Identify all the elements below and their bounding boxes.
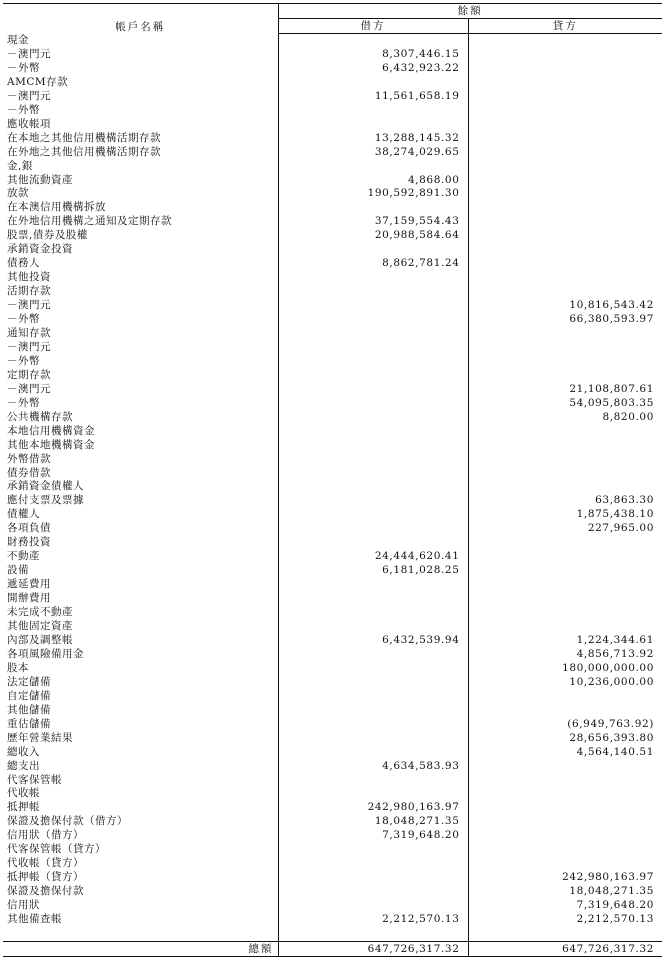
credit-amount xyxy=(468,536,662,550)
debit-amount: 38,274,029.65 xyxy=(278,146,468,160)
debit-amount xyxy=(278,243,468,257)
table-row xyxy=(3,774,662,788)
account-name: 各項負債 xyxy=(3,522,278,536)
credit-amount xyxy=(468,857,662,871)
table-row xyxy=(3,871,662,885)
table-row xyxy=(3,843,662,857)
credit-amount xyxy=(468,341,662,355)
credit-amount xyxy=(468,801,662,815)
credit-amount: 242,980,163.97 xyxy=(562,871,654,884)
account-name: －外幣 xyxy=(3,62,278,76)
table-row xyxy=(3,34,662,48)
debit-amount xyxy=(278,704,468,718)
credit-amount xyxy=(468,34,662,48)
table-row xyxy=(3,899,662,913)
debit-amount: 7,319,648.20 xyxy=(278,829,468,843)
debit-amount xyxy=(278,160,468,174)
table-row xyxy=(3,62,662,76)
credit-amount xyxy=(468,564,662,578)
debit-amount xyxy=(278,313,468,327)
table-row xyxy=(3,787,662,801)
debit-amount xyxy=(278,425,468,439)
credit-amount: 180,000,000.00 xyxy=(562,661,654,674)
account-name: 法定儲備 xyxy=(3,676,278,690)
table-row xyxy=(3,160,662,174)
credit-amount xyxy=(468,369,662,383)
account-name: 應付支票及票據 xyxy=(3,494,278,508)
account-name: 保證及擔保付款 xyxy=(3,885,278,899)
table-row xyxy=(3,90,662,104)
credit-amount: 18,048,271.35 xyxy=(569,885,654,898)
table-row xyxy=(3,801,662,815)
account-name: －澳門元 xyxy=(3,90,278,104)
credit-amount xyxy=(468,480,662,494)
debit-amount: 4,868.00 xyxy=(278,174,468,188)
credit-amount xyxy=(468,76,662,90)
account-name: 其他備查帳 xyxy=(3,913,278,927)
account-name: 抵押帳（貸方） xyxy=(3,871,278,885)
debit-amount xyxy=(278,927,468,941)
debit-amount: 37,159,554.43 xyxy=(278,215,468,229)
account-name: 內部及調整帳 xyxy=(3,634,278,648)
credit-amount: 1,875,438.10 xyxy=(576,508,654,521)
debit-amount: 13,288,145.32 xyxy=(278,132,468,146)
account-name: 抵押帳 xyxy=(3,801,278,815)
credit-amount xyxy=(468,927,662,941)
credit-amount xyxy=(468,787,662,801)
table-row xyxy=(3,132,662,146)
credit-amount xyxy=(468,201,662,215)
account-name: －外幣 xyxy=(3,397,278,411)
credit-amount: 4,564,140.51 xyxy=(576,745,654,758)
credit-header: 貸方 xyxy=(468,19,662,34)
debit-amount xyxy=(278,285,468,299)
table-row xyxy=(3,522,662,536)
table-row xyxy=(3,453,662,467)
debit-amount xyxy=(278,648,468,662)
account-name xyxy=(3,927,278,941)
table-row xyxy=(3,578,662,592)
table-row xyxy=(3,327,662,341)
credit-amount: 7,319,648.20 xyxy=(576,899,654,912)
table-row xyxy=(3,662,662,676)
table-row xyxy=(3,857,662,871)
debit-amount xyxy=(278,774,468,788)
account-name: 承銷資金債權人 xyxy=(3,480,278,494)
credit-amount: 28,656,393.80 xyxy=(569,731,654,744)
table-row xyxy=(3,704,662,718)
table-row xyxy=(3,383,662,397)
debit-amount xyxy=(278,355,468,369)
debit-amount xyxy=(278,118,468,132)
account-name: 總支出 xyxy=(3,760,278,774)
debit-amount: 8,862,781.24 xyxy=(278,257,468,271)
credit-amount xyxy=(468,215,662,229)
account-name: 各項風險備用金 xyxy=(3,648,278,662)
account-name: 總收入 xyxy=(3,746,278,760)
debit-amount xyxy=(278,439,468,453)
table-row xyxy=(3,746,662,760)
account-name: 放款 xyxy=(3,187,278,201)
account-name: 在外地之其他信用機構活期存款 xyxy=(3,146,278,160)
table-row xyxy=(3,411,662,425)
debit-amount xyxy=(278,620,468,634)
account-name: －外幣 xyxy=(3,313,278,327)
debit-amount xyxy=(278,397,468,411)
credit-amount: (6,949,763.92) xyxy=(567,717,654,730)
table-row xyxy=(3,439,662,453)
debit-amount xyxy=(278,369,468,383)
table-row xyxy=(3,634,662,648)
credit-amount xyxy=(468,355,662,369)
debit-amount xyxy=(278,746,468,760)
account-name: 公共機構存款 xyxy=(3,411,278,425)
debit-header: 借方 xyxy=(278,19,468,34)
table-row xyxy=(3,313,662,327)
credit-amount xyxy=(468,243,662,257)
table-row xyxy=(3,355,662,369)
credit-amount xyxy=(468,439,662,453)
credit-amount xyxy=(468,62,662,76)
credit-amount: 1,224,344.61 xyxy=(576,633,654,646)
debit-amount xyxy=(278,508,468,522)
credit-amount xyxy=(468,229,662,243)
credit-amount xyxy=(468,425,662,439)
credit-amount xyxy=(468,187,662,201)
table-row xyxy=(3,536,662,550)
debit-amount: 11,561,658.19 xyxy=(278,90,468,104)
account-name: －外幣 xyxy=(3,355,278,369)
total-label: 總額 xyxy=(3,941,278,956)
table-row xyxy=(3,885,662,899)
debit-amount: 18,048,271.35 xyxy=(278,815,468,829)
table-row xyxy=(3,271,662,285)
account-name: 保證及擔保付款（借方） xyxy=(3,815,278,829)
table-row xyxy=(3,606,662,620)
credit-amount xyxy=(468,160,662,174)
debit-amount xyxy=(278,104,468,118)
debit-amount xyxy=(278,690,468,704)
table-row xyxy=(3,201,662,215)
account-name: －外幣 xyxy=(3,104,278,118)
account-name: 活期存款 xyxy=(3,285,278,299)
debit-amount: 6,432,923.22 xyxy=(278,62,468,76)
debit-amount xyxy=(278,271,468,285)
debit-amount xyxy=(278,411,468,425)
account-name: 現金 xyxy=(3,34,278,48)
account-name: 代收帳（貸方） xyxy=(3,857,278,871)
ledger-table xyxy=(3,3,662,957)
account-name: 通知存款 xyxy=(3,327,278,341)
credit-amount xyxy=(468,760,662,774)
debit-amount xyxy=(278,592,468,606)
debit-amount xyxy=(278,899,468,913)
credit-amount: 8,820.00 xyxy=(602,410,654,423)
account-name: AMCM存款 xyxy=(3,76,278,90)
account-name: 債權人 xyxy=(3,508,278,522)
account-name: 代收帳 xyxy=(3,787,278,801)
table-row xyxy=(3,299,662,313)
debit-amount xyxy=(278,494,468,508)
debit-amount xyxy=(278,480,468,494)
credit-amount xyxy=(468,467,662,481)
debit-amount xyxy=(278,34,468,48)
debit-amount: 190,592,891.30 xyxy=(278,187,468,201)
account-name: 其他投資 xyxy=(3,271,278,285)
debit-amount xyxy=(278,341,468,355)
debit-amount xyxy=(278,787,468,801)
account-name: 財務投資 xyxy=(3,536,278,550)
credit-amount xyxy=(468,592,662,606)
credit-amount xyxy=(468,257,662,271)
credit-amount xyxy=(468,146,662,160)
account-name: 其他流動資產 xyxy=(3,174,278,188)
account-name: 外幣借款 xyxy=(3,453,278,467)
debit-amount xyxy=(278,718,468,732)
table-row xyxy=(3,494,662,508)
account-name: 不動產 xyxy=(3,550,278,564)
credit-amount: 2,212,570.13 xyxy=(576,913,654,926)
table-row xyxy=(3,676,662,690)
debit-amount xyxy=(278,578,468,592)
table-row xyxy=(3,592,662,606)
debit-amount xyxy=(278,383,468,397)
account-name: 遞延費用 xyxy=(3,578,278,592)
table-row xyxy=(3,369,662,383)
credit-amount xyxy=(468,132,662,146)
debit-amount xyxy=(278,467,468,481)
credit-amount xyxy=(468,843,662,857)
credit-amount xyxy=(468,578,662,592)
account-name: －澳門元 xyxy=(3,48,278,62)
credit-amount xyxy=(468,690,662,704)
credit-amount: 54,095,803.35 xyxy=(569,396,654,409)
credit-amount xyxy=(468,815,662,829)
debit-amount: 6,432,539.94 xyxy=(278,634,468,648)
table-row xyxy=(3,341,662,355)
total-debit: 647,726,317.32 xyxy=(278,941,468,956)
table-row xyxy=(3,550,662,564)
credit-amount xyxy=(468,285,662,299)
table-row xyxy=(3,229,662,243)
balance-header: 餘額 xyxy=(278,4,662,19)
account-name: 承銷資金投資 xyxy=(3,243,278,257)
credit-amount xyxy=(468,118,662,132)
debit-amount: 2,212,570.13 xyxy=(278,913,468,927)
debit-amount: 20,988,584.64 xyxy=(278,229,468,243)
credit-amount xyxy=(468,453,662,467)
account-name: 未完成不動產 xyxy=(3,606,278,620)
account-name: 股本 xyxy=(3,662,278,676)
account-name: 在本地之其他信用機構活期存款 xyxy=(3,132,278,146)
credit-amount: 4,856,713.92 xyxy=(576,647,654,660)
table-row xyxy=(3,104,662,118)
table-row xyxy=(3,564,662,578)
account-name: 金,銀 xyxy=(3,160,278,174)
account-name: 定期存款 xyxy=(3,369,278,383)
table-row xyxy=(3,187,662,201)
credit-amount: 21,108,807.61 xyxy=(569,382,654,395)
table-row xyxy=(3,648,662,662)
account-name: 代客保管帳 xyxy=(3,774,278,788)
table-row xyxy=(3,76,662,90)
credit-amount xyxy=(468,606,662,620)
table-row xyxy=(3,760,662,774)
debit-amount xyxy=(278,536,468,550)
credit-amount: 63,863.30 xyxy=(595,494,654,507)
credit-amount xyxy=(468,271,662,285)
table-row xyxy=(3,829,662,843)
account-name: 其他本地機構資金 xyxy=(3,439,278,453)
debit-amount xyxy=(278,522,468,536)
account-name: 債券借款 xyxy=(3,467,278,481)
account-name: 債務人 xyxy=(3,257,278,271)
table-row xyxy=(3,285,662,299)
account-name: 信用狀（借方） xyxy=(3,829,278,843)
account-name: 代客保管帳（貸方） xyxy=(3,843,278,857)
credit-amount: 227,965.00 xyxy=(587,522,654,535)
table-row xyxy=(3,480,662,494)
account-name: －澳門元 xyxy=(3,341,278,355)
account-name: 歷年營業結果 xyxy=(3,732,278,746)
credit-amount xyxy=(468,774,662,788)
table-row xyxy=(3,620,662,634)
table-row xyxy=(3,913,662,927)
credit-amount xyxy=(468,829,662,843)
credit-amount xyxy=(468,550,662,564)
table-row xyxy=(3,815,662,829)
credit-amount xyxy=(468,174,662,188)
account-name: －澳門元 xyxy=(3,383,278,397)
credit-amount: 10,236,000.00 xyxy=(569,675,654,688)
debit-amount: 4,634,583.93 xyxy=(278,760,468,774)
table-row xyxy=(3,243,662,257)
table-row xyxy=(3,146,662,160)
account-name: 其他儲備 xyxy=(3,704,278,718)
credit-amount xyxy=(468,48,662,62)
credit-amount xyxy=(468,90,662,104)
table-row xyxy=(3,690,662,704)
credit-amount xyxy=(468,620,662,634)
debit-amount: 6,181,028.25 xyxy=(278,564,468,578)
debit-amount xyxy=(278,327,468,341)
debit-amount xyxy=(278,662,468,676)
debit-amount xyxy=(278,453,468,467)
debit-amount: 8,307,446.15 xyxy=(278,48,468,62)
debit-amount xyxy=(278,871,468,885)
credit-amount: 66,380,593.97 xyxy=(569,313,654,326)
total-row xyxy=(3,941,662,956)
account-name: 重估儲備 xyxy=(3,718,278,732)
table-row xyxy=(3,927,662,941)
debit-amount: 24,444,620.41 xyxy=(278,550,468,564)
debit-amount xyxy=(278,299,468,313)
account-name: 自定儲備 xyxy=(3,690,278,704)
account-name: 本地信用機構資金 xyxy=(3,425,278,439)
credit-amount xyxy=(468,327,662,341)
account-name: 設備 xyxy=(3,564,278,578)
table-row xyxy=(3,508,662,522)
account-name: 開辦費用 xyxy=(3,592,278,606)
debit-amount xyxy=(278,732,468,746)
account-name: 在本澳信用機構拆放 xyxy=(3,201,278,215)
debit-amount xyxy=(278,843,468,857)
credit-amount xyxy=(468,104,662,118)
account-name: －澳門元 xyxy=(3,299,278,313)
account-name: 股票,債券及股權 xyxy=(3,229,278,243)
table-row xyxy=(3,718,662,732)
table-row xyxy=(3,425,662,439)
table-row xyxy=(3,215,662,229)
account-name: 其他固定資產 xyxy=(3,620,278,634)
credit-amount xyxy=(468,704,662,718)
table-row xyxy=(3,257,662,271)
debit-amount: 242,980,163.97 xyxy=(278,801,468,815)
table-row xyxy=(3,118,662,132)
debit-amount xyxy=(278,676,468,690)
account-name: 在外地信用機構之通知及定期存款 xyxy=(3,215,278,229)
table-row xyxy=(3,397,662,411)
account-name-header: 帳戶名稱 xyxy=(3,4,278,34)
debit-amount xyxy=(278,885,468,899)
table-row xyxy=(3,467,662,481)
debit-amount xyxy=(278,857,468,871)
balance-sheet xyxy=(3,3,662,969)
table-row xyxy=(3,48,662,62)
account-name: 信用狀 xyxy=(3,899,278,913)
debit-amount xyxy=(278,606,468,620)
table-row xyxy=(3,732,662,746)
account-name: 應收帳項 xyxy=(3,118,278,132)
credit-amount: 10,816,543.42 xyxy=(569,299,654,312)
ledger-body xyxy=(3,34,662,942)
total-credit: 647,726,317.32 xyxy=(468,941,662,956)
debit-amount xyxy=(278,201,468,215)
table-row xyxy=(3,174,662,188)
debit-amount xyxy=(278,76,468,90)
